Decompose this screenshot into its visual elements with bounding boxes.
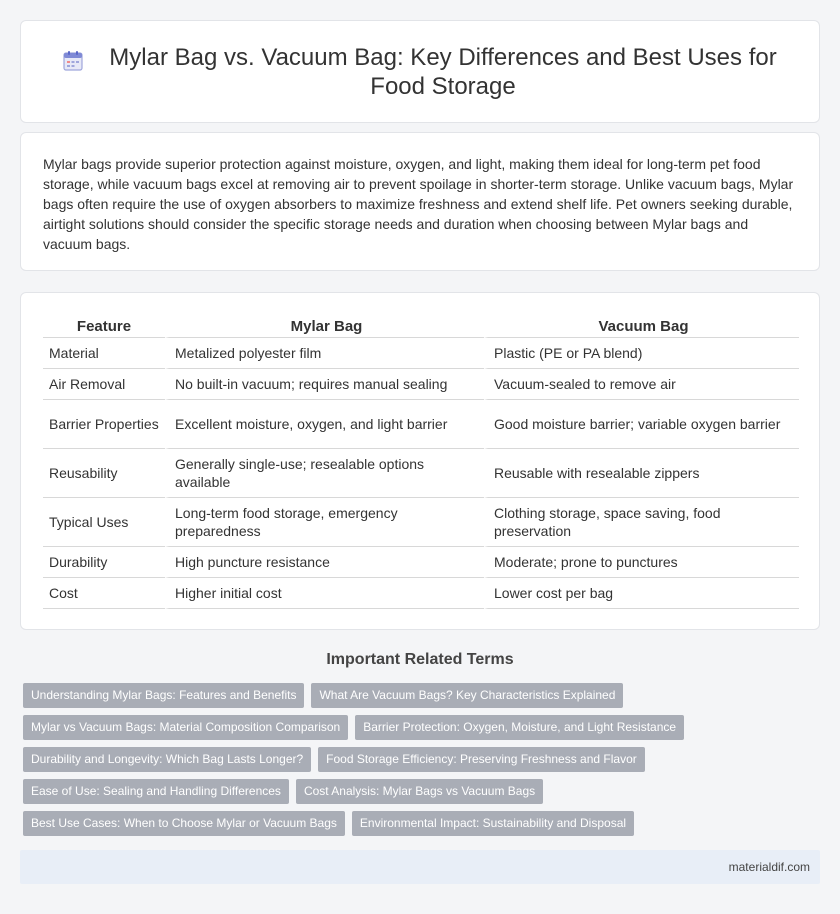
cell-vacuum: Plastic (PE or PA blend) [484,338,799,369]
tag-row [23,715,823,740]
related-term-tag[interactable]: Food Storage Efficiency: Preserving Freshness and Flavor [318,747,645,772]
cell-feature: Material [43,338,165,369]
header-vacuum-bag: Vacuum Bag [484,315,799,338]
related-term-tag[interactable]: Mylar vs Vacuum Bags: Material Composition Comparison [23,715,348,740]
cell-mylar: Metalized polyester film [165,338,484,369]
tag-row [23,779,823,804]
table-row [43,578,799,609]
related-term-tag[interactable]: Understanding Mylar Bags: Features and Benefits [23,683,304,708]
table-row [43,369,799,400]
cell-mylar: Generally single-use; resealable options available [165,449,484,498]
footer-site-link[interactable]: materialdif.com [728,860,810,874]
cell-mylar: Excellent moisture, oxygen, and light barrier [165,400,484,449]
tag-row [23,811,823,836]
header-feature: Feature [43,315,165,338]
related-terms-title: Important Related Terms [326,651,514,668]
page-title: Mylar Bag vs. Vacuum Bag: Key Differences and Best Uses for Food Storage [109,43,777,100]
related-term-tag[interactable]: Durability and Longevity: Which Bag Lasts Longer? [23,747,311,772]
cell-mylar: Higher initial cost [165,578,484,609]
cell-vacuum: Reusable with resealable zippers [484,449,799,498]
cell-vacuum: Lower cost per bag [484,578,799,609]
related-term-tag[interactable]: Ease of Use: Sealing and Handling Differences [23,779,289,804]
table-header-row [43,315,799,338]
table-row [43,547,799,578]
cell-mylar: Long-term food storage, emergency preparedness [165,498,484,547]
table-row [43,449,799,498]
title-wrap [61,43,779,101]
tag-row [23,747,823,772]
related-term-tag[interactable]: Environmental Impact: Sustainability and Disposal [352,811,634,836]
cell-feature: Durability [43,547,165,578]
table-row [43,400,799,449]
intro-text: Mylar bags provide superior protection against moisture, oxygen, and light, making them ideal for long-term pet food storage, while vacuum bags excel at removing air to prevent spoilage in shorter-term storage. Unlike vacuum bags, Mylar bags often require the use of oxygen absorbers to maximize freshness and extend shelf life. Pet owners seeking durable, airtight solutions should consider the specific storage needs and duration when choosing between Mylar bags and vacuum bags. [43,156,794,252]
cell-feature: Barrier Properties [43,400,165,449]
cell-vacuum: Good moisture barrier; variable oxygen barrier [484,400,799,449]
comparison-table-card [20,292,820,630]
cell-mylar: High puncture resistance [165,547,484,578]
table-row [43,338,799,369]
cell-feature: Reusability [43,449,165,498]
related-term-tag[interactable]: What Are Vacuum Bags? Key Characteristics Explained [311,683,623,708]
header-mylar-bag: Mylar Bag [165,315,484,338]
calendar-icon [61,49,85,73]
cell-vacuum: Clothing storage, space saving, food preservation [484,498,799,547]
cell-vacuum: Moderate; prone to punctures [484,547,799,578]
intro-card [20,132,820,271]
cell-vacuum: Vacuum-sealed to remove air [484,369,799,400]
table-row [43,498,799,547]
cell-feature: Typical Uses [43,498,165,547]
cell-feature: Air Removal [43,369,165,400]
footer [20,850,820,884]
cell-mylar: No built-in vacuum; requires manual sealing [165,369,484,400]
tag-row [23,683,823,708]
related-term-tag[interactable]: Best Use Cases: When to Choose Mylar or Vacuum Bags [23,811,345,836]
cell-feature: Cost [43,578,165,609]
related-terms-list [23,683,823,843]
related-term-tag[interactable]: Barrier Protection: Oxygen, Moisture, and Light Resistance [355,715,684,740]
related-term-tag[interactable]: Cost Analysis: Mylar Bags vs Vacuum Bags [296,779,543,804]
header-card [20,20,820,123]
comparison-table [43,315,799,609]
